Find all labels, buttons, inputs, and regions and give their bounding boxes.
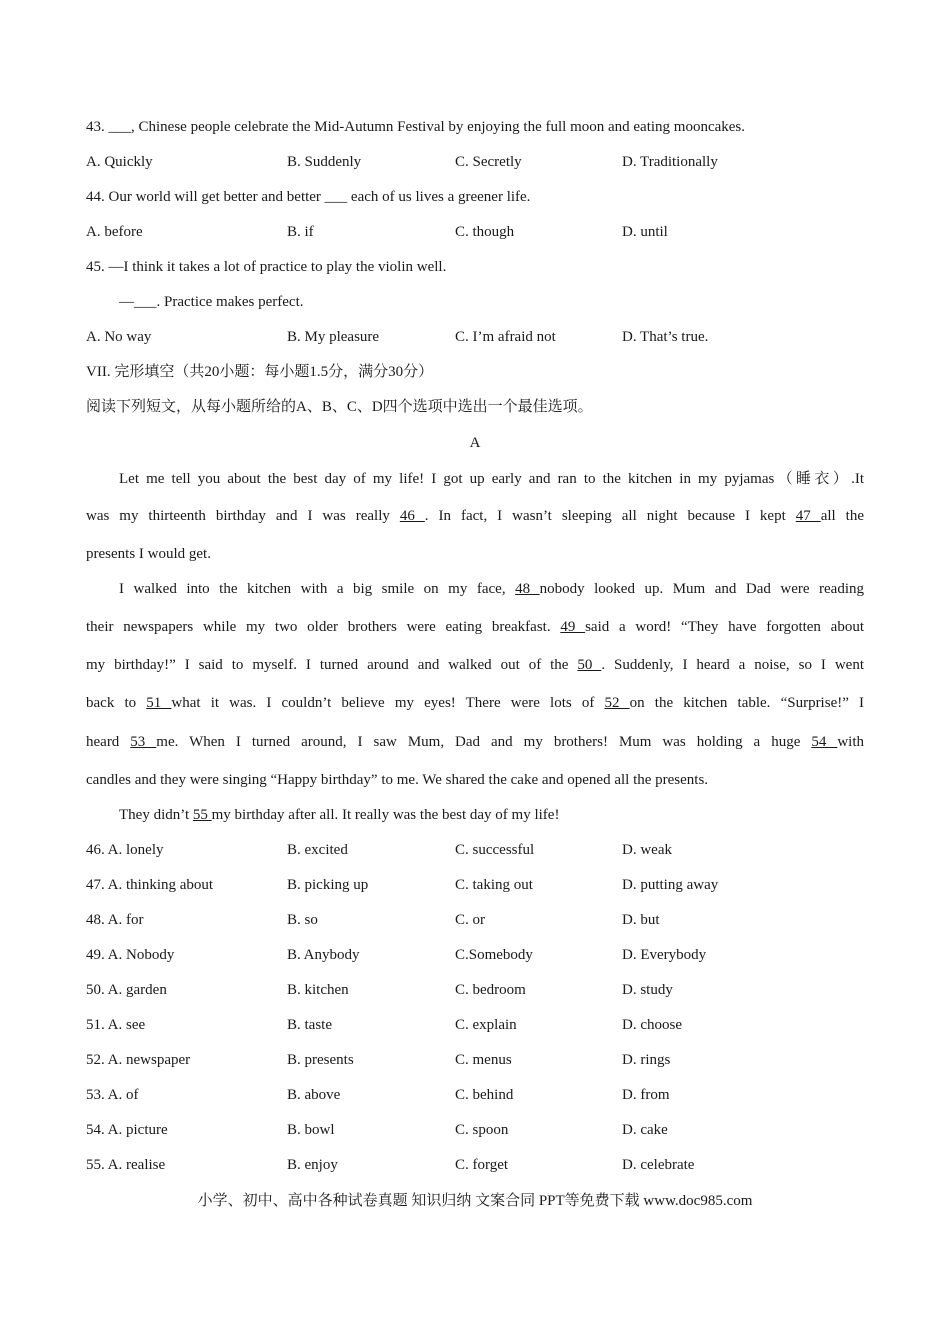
page-footer: 小学、初中、高中各种试卷真题 知识归纳 文案合同 PPT等免费下载 www.doc985.com xyxy=(197,1193,753,1209)
passage-line: I walked into the kitchen with a big smile on my face, 48 nobody looked up. Mum and Dad were reading xyxy=(119,581,865,597)
q55-option-b: B. enjoy xyxy=(287,1157,338,1173)
blank-47: 47 xyxy=(795,508,821,524)
q55-option-d: D. celebrate xyxy=(622,1157,695,1173)
passage-line: was my thirteenth birthday and I was really 46 . In fact, I wasn’t sleeping all night because I kept 47 all the xyxy=(86,508,864,524)
q44-option-d: D. until xyxy=(622,224,668,240)
question-43-stem: 43. ___, Chinese people celebrate the Mid-Autumn Festival by enjoying the full moon and eating mooncakes. xyxy=(86,119,746,135)
q43-option-c: C. Secretly xyxy=(455,154,522,170)
q53-option-c: C. behind xyxy=(455,1087,514,1103)
q49-option-b: B. Anybody xyxy=(287,947,360,963)
q47-option-a: 47. A. thinking about xyxy=(86,877,214,893)
q50-option-a: 50. A. garden xyxy=(86,982,167,998)
q52-option-d: D. rings xyxy=(622,1052,671,1068)
q46-option-b: B. excited xyxy=(287,842,348,858)
blank-49: 49 xyxy=(560,619,586,635)
blank-46: 46 xyxy=(399,508,425,524)
q44-option-b: B. if xyxy=(287,224,314,240)
q53-option-a: 53. A. of xyxy=(86,1087,139,1103)
blank-54: 54 xyxy=(811,734,838,750)
q51-option-b: B. taste xyxy=(287,1017,332,1033)
passage-line: candles and they were singing “Happy birthday” to me. We shared the cake and opened all the presents. xyxy=(86,772,709,788)
q46-option-c: C. successful xyxy=(455,842,535,858)
blank-53: 53 xyxy=(130,734,157,750)
q49-option-a: 49. A. Nobody xyxy=(86,947,175,963)
q51-option-a: 51. A. see xyxy=(86,1017,146,1033)
q54-option-d: D. cake xyxy=(622,1122,668,1138)
q52-option-a: 52. A. newspaper xyxy=(86,1052,191,1068)
section-title: VII. 完形填空（共20小题：每小题1.5分，满分30分） xyxy=(86,364,434,380)
q52-option-b: B. presents xyxy=(287,1052,354,1068)
q45-option-d: D. That’s true. xyxy=(622,329,709,345)
q48-option-c: C. or xyxy=(455,912,485,928)
q54-option-c: C. spoon xyxy=(455,1122,509,1138)
q54-option-b: B. bowl xyxy=(287,1122,335,1138)
q43-option-a: A. Quickly xyxy=(86,154,153,170)
passage-line: presents I would get. xyxy=(86,546,211,562)
q55-option-a: 55. A. realise xyxy=(86,1157,166,1173)
q50-option-c: C. bedroom xyxy=(455,982,526,998)
passage-line: They didn’t 55 my birthday after all. It really was the best day of my life! xyxy=(119,807,560,823)
q49-option-c: C.Somebody xyxy=(455,947,533,963)
q43-option-b: B. Suddenly xyxy=(287,154,362,170)
passage-line: my birthday!” I said to myself. I turned around and walked out of the 50 . Suddenly, I heard a noise, so I went xyxy=(86,657,865,673)
blank-55: 55 xyxy=(192,807,212,823)
question-44-stem: 44. Our world will get better and better ___ each of us lives a greener life. xyxy=(86,189,531,205)
q46-option-d: D. weak xyxy=(622,842,672,858)
q50-option-d: D. study xyxy=(622,982,673,998)
section-instruction: 阅读下列短文，从每小题所给的A、B、C、D四个选项中选出一个最佳选项。 xyxy=(86,399,593,415)
q49-option-d: D. Everybody xyxy=(622,947,707,963)
q45-option-a: A. No way xyxy=(86,329,152,345)
passage-line: Let me tell you about the best day of my life! I got up early and ran to the kitchen in my pyjamas（睡衣）.It xyxy=(119,471,864,487)
q50-option-b: B. kitchen xyxy=(287,982,349,998)
q47-option-b: B. picking up xyxy=(287,877,369,893)
q51-option-c: C. explain xyxy=(455,1017,517,1033)
q44-option-a: A. before xyxy=(86,224,143,240)
q53-option-d: D. from xyxy=(622,1087,670,1103)
q53-option-b: B. above xyxy=(287,1087,341,1103)
q55-option-c: C. forget xyxy=(455,1157,509,1173)
q44-option-c: C. though xyxy=(455,224,515,240)
q47-option-c: C. taking out xyxy=(455,877,533,893)
q48-option-d: D. but xyxy=(622,912,660,928)
passage-line: their newspapers while my two older brothers were eating breakfast. 49 said a word! “They have forgotten about xyxy=(86,619,865,635)
blank-52: 52 xyxy=(604,695,630,711)
passage-label: A xyxy=(469,435,481,451)
passage-line: heard 53 me. When I turned around, I saw Mum, Dad and my brothers! Mum was holding a huge 54 with xyxy=(86,734,864,750)
q48-option-b: B. so xyxy=(287,912,318,928)
blank-48: 48 xyxy=(515,581,540,597)
q43-option-d: D. Traditionally xyxy=(622,154,718,170)
q47-option-d: D. putting away xyxy=(622,877,719,893)
q45-option-b: B. My pleasure xyxy=(287,329,380,345)
q45-option-c: C. I’m afraid not xyxy=(455,329,556,345)
question-45-reply: —___. Practice makes perfect. xyxy=(119,294,304,310)
passage-line: back to 51 what it was. I couldn’t believe my eyes! There were lots of 52 on the kitchen table. “Surprise!” I xyxy=(86,695,865,711)
q54-option-a: 54. A. picture xyxy=(86,1122,168,1138)
blank-51: 51 xyxy=(146,695,172,711)
q48-option-a: 48. A. for xyxy=(86,912,144,928)
q51-option-d: D. choose xyxy=(622,1017,682,1033)
blank-50: 50 xyxy=(577,657,602,673)
q52-option-c: C. menus xyxy=(455,1052,512,1068)
question-45-stem: 45. —I think it takes a lot of practice to play the violin well. xyxy=(86,259,447,275)
q46-option-a: 46. A. lonely xyxy=(86,842,164,858)
